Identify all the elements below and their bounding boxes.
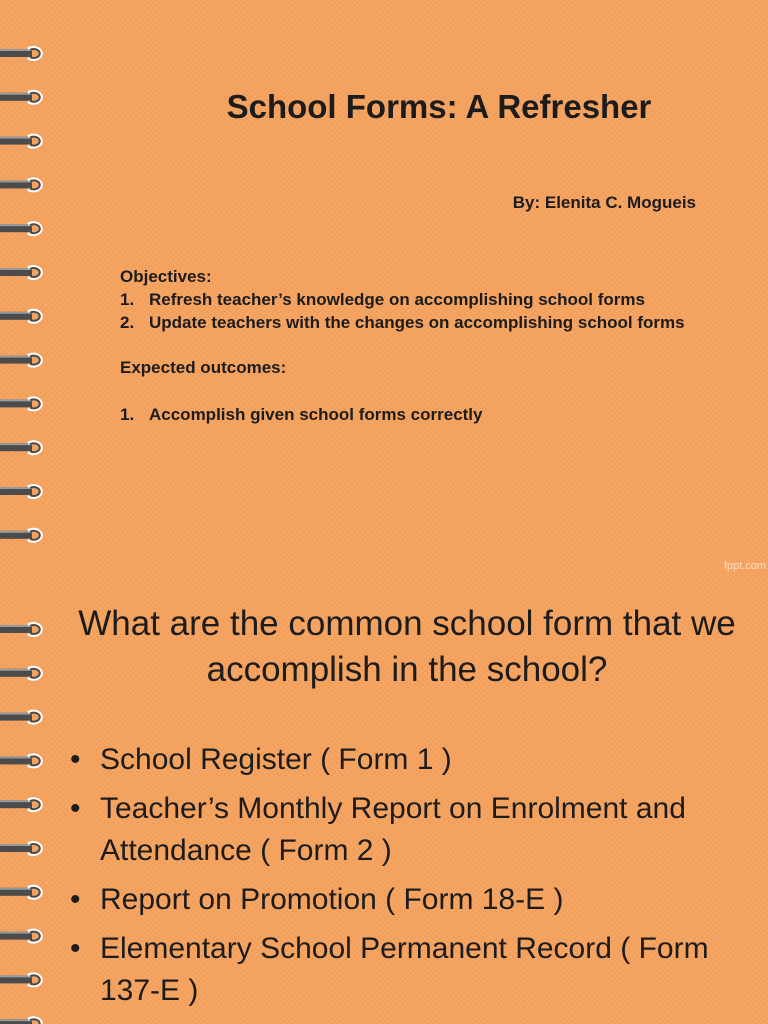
spiral-ring xyxy=(0,223,41,235)
spiral-ring xyxy=(0,886,41,898)
bullet-item xyxy=(70,788,730,872)
spiral-ring xyxy=(0,624,41,636)
watermark: fppt.com xyxy=(723,560,766,572)
spiral-ring xyxy=(0,755,41,767)
bullet-text: Report on Promotion ( Form 18-E ) xyxy=(100,883,564,916)
spiral-ring xyxy=(0,843,41,855)
objective-text: Refresh teacher’s knowledge on accomplishing school forms xyxy=(149,290,645,309)
bullet-text: Teacher’s Monthly Report on Enrolment and Attendance ( Form 2 ) xyxy=(100,792,686,867)
spiral-ring xyxy=(0,529,41,541)
spiral-ring xyxy=(0,179,41,191)
objective-number: 2. xyxy=(120,313,135,332)
spiral-ring xyxy=(0,974,41,986)
spiral-ring xyxy=(0,48,41,60)
objective-item xyxy=(120,311,720,334)
spiral-ring xyxy=(0,799,41,811)
objective-text: Update teachers with the changes on accomplishing school forms xyxy=(149,313,685,332)
spiral-ring xyxy=(0,667,41,679)
spiral-ring xyxy=(0,266,41,278)
outcome-item xyxy=(120,403,720,426)
bullet-list xyxy=(70,739,730,1019)
slide-title: School Forms: A Refresher xyxy=(226,88,652,125)
spiral-ring xyxy=(0,442,41,454)
spiral-ring xyxy=(0,711,41,723)
slide-body xyxy=(120,265,720,426)
spiral-binding xyxy=(0,0,60,577)
outcome-number: 1. xyxy=(120,405,135,424)
bullet-text: Elementary School Permanent Record ( Form 137-E ) xyxy=(100,932,709,1007)
objective-item xyxy=(120,288,720,311)
bullet-text: School Register ( Form 1 ) xyxy=(100,743,452,776)
spiral-ring xyxy=(0,398,41,410)
bullet-item xyxy=(70,928,730,1012)
bullet-dot: • xyxy=(70,743,81,776)
outcomes-heading: Expected outcomes: xyxy=(120,358,287,377)
author-line: By: Elenita C. Mogueis xyxy=(512,193,696,212)
spiral-ring xyxy=(0,930,41,942)
bullet-dot: • xyxy=(70,932,81,965)
objective-number: 1. xyxy=(120,290,135,309)
slide-question: What are the common school form that we accomplish in the school? xyxy=(78,604,736,689)
spiral-ring xyxy=(0,135,41,147)
bullet-dot: • xyxy=(70,883,81,916)
spiral-ring xyxy=(0,486,41,498)
slide-2 xyxy=(0,577,768,1024)
spiral-ring xyxy=(0,310,41,322)
bullet-item xyxy=(70,739,730,781)
objectives-heading: Objectives: xyxy=(120,267,212,286)
spiral-binding xyxy=(0,577,60,1024)
bullet-dot: • xyxy=(70,792,81,825)
spiral-ring xyxy=(0,354,41,366)
bullet-item xyxy=(70,879,730,921)
outcome-text: Accomplish given school forms correctly xyxy=(149,405,483,424)
spiral-ring xyxy=(0,1018,41,1024)
